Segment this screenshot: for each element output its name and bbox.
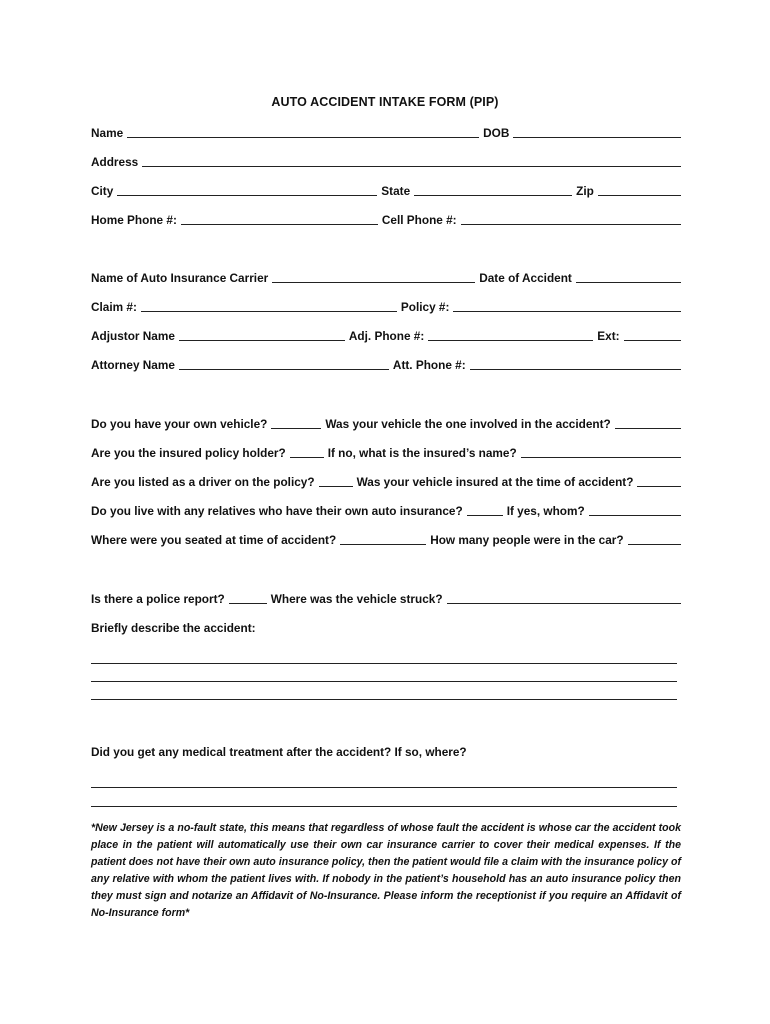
address-label: Address: [91, 155, 139, 169]
insured-name-question: If no, what is the insured’s name?: [327, 446, 517, 460]
city-field[interactable]: [117, 195, 377, 196]
vehicle-struck-field[interactable]: [447, 603, 681, 604]
how-many-question: How many people were in the car?: [430, 533, 624, 547]
own-vehicle-row: [91, 416, 681, 431]
claim-label: Claim #:: [91, 300, 137, 314]
listed-driver-row: [91, 474, 681, 489]
policy-holder-row: [91, 445, 681, 460]
state-field[interactable]: [414, 195, 572, 196]
attorney-field[interactable]: [179, 369, 389, 370]
claim-field[interactable]: [141, 311, 397, 312]
phone-row: [91, 212, 681, 227]
describe-question: Briefly describe the accident:: [91, 621, 256, 635]
ext-field[interactable]: [624, 340, 681, 341]
seated-field[interactable]: [340, 544, 426, 545]
address-field[interactable]: [142, 166, 681, 167]
dob-field[interactable]: [513, 137, 681, 138]
relatives-question: Do you live with any relatives who have their own auto insurance?: [91, 504, 463, 518]
adjustor-row: [91, 328, 681, 343]
adj-phone-label: Adj. Phone #:: [348, 329, 425, 343]
own-vehicle-field[interactable]: [271, 428, 321, 429]
carrier-field[interactable]: [272, 282, 475, 283]
attorney-label: Attorney Name: [91, 358, 175, 372]
listed-driver-field[interactable]: [319, 486, 353, 487]
dob-label: DOB: [483, 126, 510, 140]
if-yes-whom-field[interactable]: [589, 515, 681, 516]
police-report-row: [91, 591, 681, 606]
zip-field[interactable]: [598, 195, 681, 196]
carrier-row: [91, 270, 681, 285]
insured-name-field[interactable]: [521, 457, 681, 458]
seated-question: Where were you seated at time of accident?: [91, 533, 337, 547]
describe-line-3[interactable]: [91, 699, 677, 700]
relatives-field[interactable]: [467, 515, 503, 516]
how-many-field[interactable]: [628, 544, 681, 545]
form-title: AUTO ACCIDENT INTAKE FORM (PIP): [271, 95, 499, 109]
adj-phone-field[interactable]: [428, 340, 593, 341]
police-report-field[interactable]: [229, 603, 267, 604]
listed-driver-question: Are you listed as a driver on the policy?: [91, 475, 315, 489]
vehicle-involved-question: Was your vehicle the one involved in the accident?: [325, 417, 611, 431]
attorney-row: [91, 357, 681, 372]
policy-holder-question: Are you the insured policy holder?: [91, 446, 286, 460]
carrier-label: Name of Auto Insurance Carrier: [91, 271, 269, 285]
medical-line-2[interactable]: [91, 806, 677, 807]
policy-label: Policy #:: [400, 300, 450, 314]
describe-line-2[interactable]: [91, 681, 677, 682]
state-label: State: [381, 184, 411, 198]
ext-label: Ext:: [597, 329, 620, 343]
describe-line-1[interactable]: [91, 663, 677, 664]
medical-row: [91, 744, 681, 759]
vehicle-insured-field[interactable]: [637, 486, 681, 487]
medical-question: Did you get any medical treatment after the accident? If so, where?: [91, 745, 467, 759]
cell-phone-field[interactable]: [461, 224, 681, 225]
seated-row: [91, 532, 681, 547]
address-row: [91, 154, 681, 169]
own-vehicle-question: Do you have your own vehicle?: [91, 417, 268, 431]
vehicle-insured-question: Was your vehicle insured at the time of accident?: [356, 475, 634, 489]
adjustor-field[interactable]: [179, 340, 345, 341]
police-report-question: Is there a police report?: [91, 592, 225, 606]
if-yes-whom-question: If yes, whom?: [506, 504, 585, 518]
vehicle-involved-field[interactable]: [615, 428, 681, 429]
att-phone-label: Att. Phone #:: [392, 358, 466, 372]
describe-row: [91, 620, 681, 635]
name-field[interactable]: [127, 137, 479, 138]
relatives-row: [91, 503, 681, 518]
vehicle-struck-question: Where was the vehicle struck?: [270, 592, 443, 606]
date-of-accident-field[interactable]: [576, 282, 681, 283]
zip-label: Zip: [576, 184, 594, 198]
policy-field[interactable]: [453, 311, 681, 312]
home-phone-label: Home Phone #:: [91, 213, 177, 227]
date-of-accident-label: Date of Accident: [479, 271, 572, 285]
no-fault-note: *New Jersey is a no-fault state, this means that regardless of whose fault the accident is whose car the accident took place in the patient will automatically use their own car insurance carrier to cover their medical expenses. If the patient does not have their own auto insurance policy, then the patient would file a claim with the insurance policy of any relative with whom the patient lives with. If nobody in the patient’s household has an auto insurance policy then they must sign and notarize an Affidavit of No-Insurance. Please inform the receptionist if you require an Affidavit of No-Insurance form*: [91, 822, 681, 919]
medical-line-1[interactable]: [91, 787, 677, 788]
cell-phone-label: Cell Phone #:: [381, 213, 457, 227]
city-label: City: [91, 184, 114, 198]
city-state-zip-row: [91, 183, 681, 198]
adjustor-label: Adjustor Name: [91, 329, 175, 343]
name-dob-row: [91, 125, 681, 140]
claim-policy-row: [91, 299, 681, 314]
home-phone-field[interactable]: [181, 224, 378, 225]
name-label: Name: [91, 126, 124, 140]
att-phone-field[interactable]: [470, 369, 681, 370]
policy-holder-field[interactable]: [290, 457, 324, 458]
